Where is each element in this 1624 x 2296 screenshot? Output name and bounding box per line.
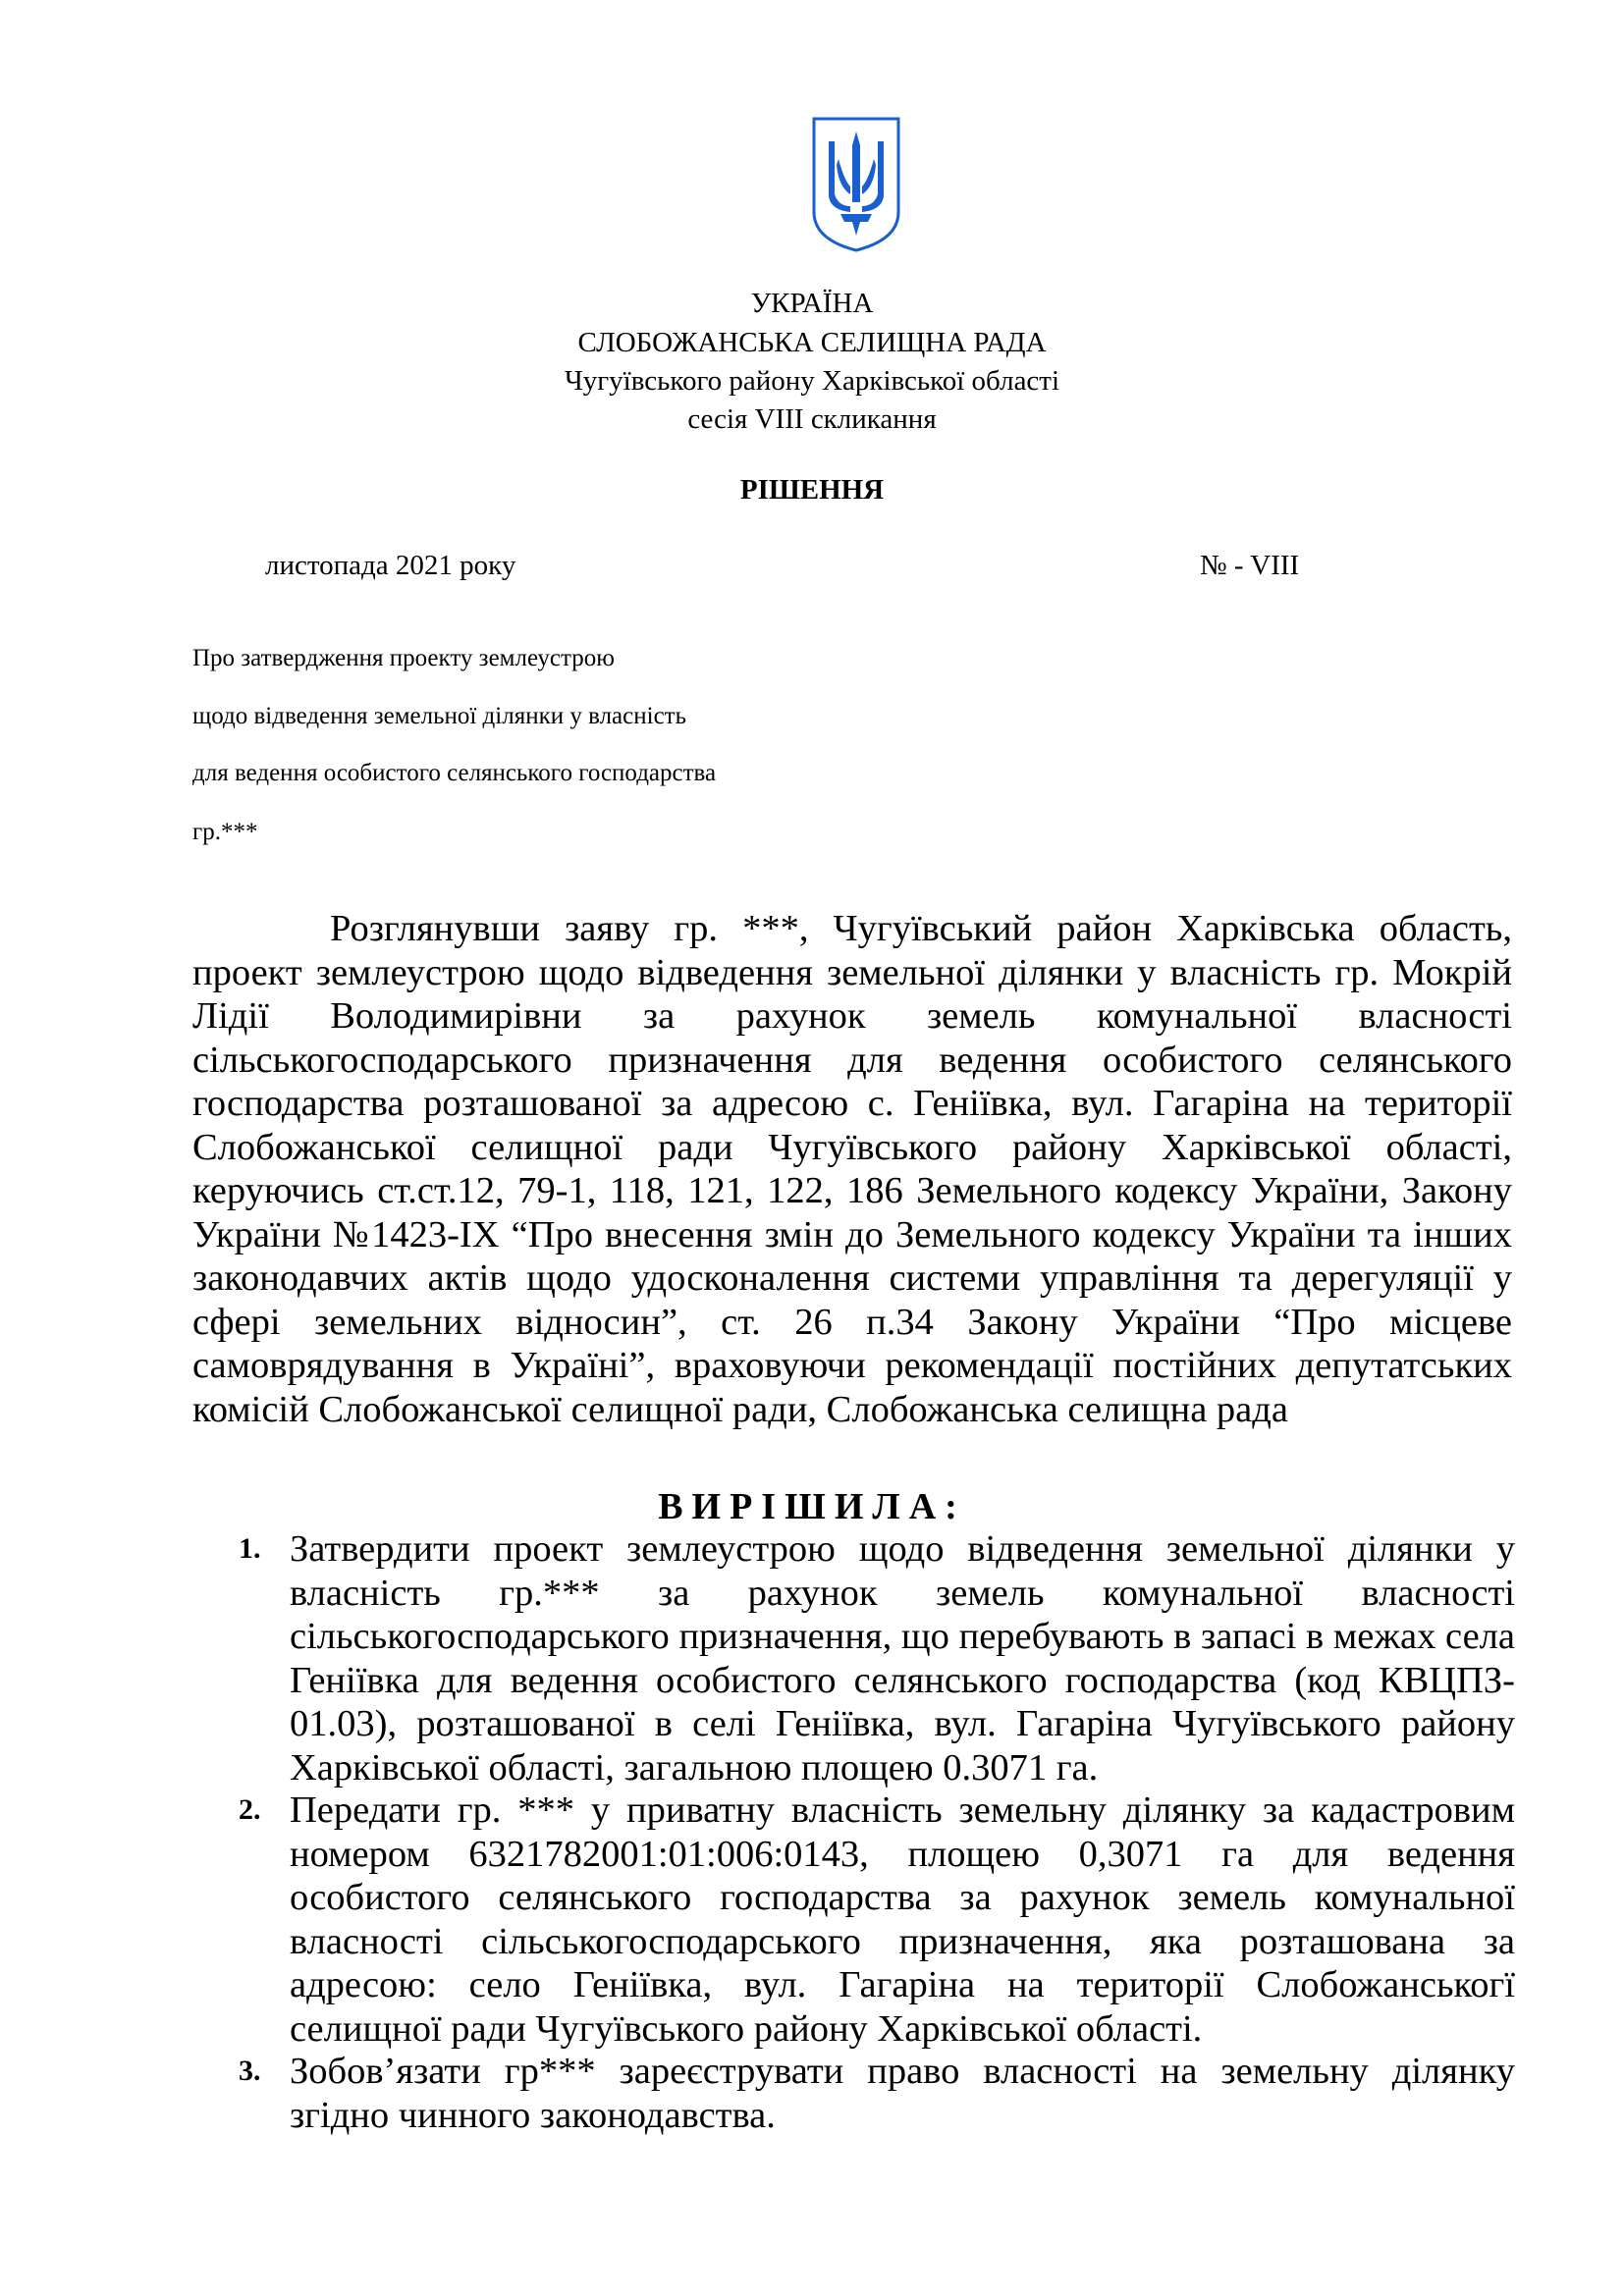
item-text: Зобов’язати гр*** зареєструвати право власності на земельну ділянку згідно чинного законодавства.	[290, 2051, 1515, 2136]
decision-title: РІШЕННЯ	[739, 474, 885, 506]
district-name: Чугуївського району Харківської області	[564, 365, 1060, 397]
item-text: Передати гр. *** у приватну власність земельну ділянку за кадастровим номером 6321782001:01:006:0143, площею 0,3071 га для ведення особистого селянського господарства за рахунок земель комунальної власності сільськогосподарського призначення, яка розташована за адресою: село Геніївка, вул. Гагаріна на території Слобожанськогї селищної ради Чугуївського району Харківської області.	[290, 1789, 1515, 2050]
resolution-item-1	[239, 1527, 1515, 1789]
subject-line-3: для ведення особистого селянського господарства	[192, 760, 717, 786]
subject-line-1: Про затвердження проекту землеустрою	[192, 645, 615, 671]
preamble-paragraph	[192, 907, 1512, 1431]
coat-of-arms-emblem	[811, 116, 901, 253]
resolution-item-3	[239, 2050, 1515, 2137]
item-number: 3.	[239, 2055, 261, 2087]
subject-line-2: щодо відведення земельної ділянки у власність	[192, 703, 686, 729]
resolution-item-2	[239, 1789, 1515, 2051]
subject-line-4: гр.***	[192, 819, 258, 845]
decision-date: листопада 2021 року	[265, 550, 516, 581]
preamble-text: Розглянувши заяву гр. ***, Чугуївський район Харківська область, проект землеустрою щодо відведення земельної ділянки у власність гр. Мокрій Лідії Володимирівни за рахунок земель комунальної власності сільськогосподарського призначення для ведення особистого селянського господарства розташованої за адресою с. Геніївка, вул. Гагаріна на території Слобожанської селищної ради Чугуївського району Харківської області, керуючись ст.ст.12, 79-1, 118, 121, 122, 186 Земельного кодексу України, Закону України №1423-IX “Про внесення змін до Земельного кодексу України та інших законодавчих актів щодо удосконалення системи управління та дерегуляції у сфері земельних відносин”, ст. 26 п.34 Закону України “Про місцеве самоврядування в Україні”, враховуючи рекомендації постійних депутатських комісій Слобожанської селищної ради, Слобожанська селищна рада	[192, 908, 1512, 1430]
country-name: УКРАЇНА	[750, 288, 874, 319]
council-name: СЛОБОЖАНСЬКА СЕЛИЩНА РАДА	[577, 327, 1047, 358]
decision-number: № - VIII	[1200, 550, 1300, 581]
item-number: 1.	[239, 1532, 261, 1565]
item-number: 2.	[239, 1793, 261, 1826]
session-label: сесія VIII скликання	[687, 403, 937, 435]
resolved-heading: ВИРІШИЛА:	[658, 1486, 966, 1527]
item-text: Затвердити проект землеустрою щодо відведення земельної ділянки у власність гр.*** за рахунок земель комунальної власності сільськогосподарського призначення, що перебувають в запасі в межах села Геніївка для ведення особистого селянського господарства (код КВЦПЗ- 01.03), розташованої в селі Геніївка, вул. Гагаріна Чугуївського району Харківської області, загальною площею 0.3071 га.	[290, 1528, 1515, 1789]
